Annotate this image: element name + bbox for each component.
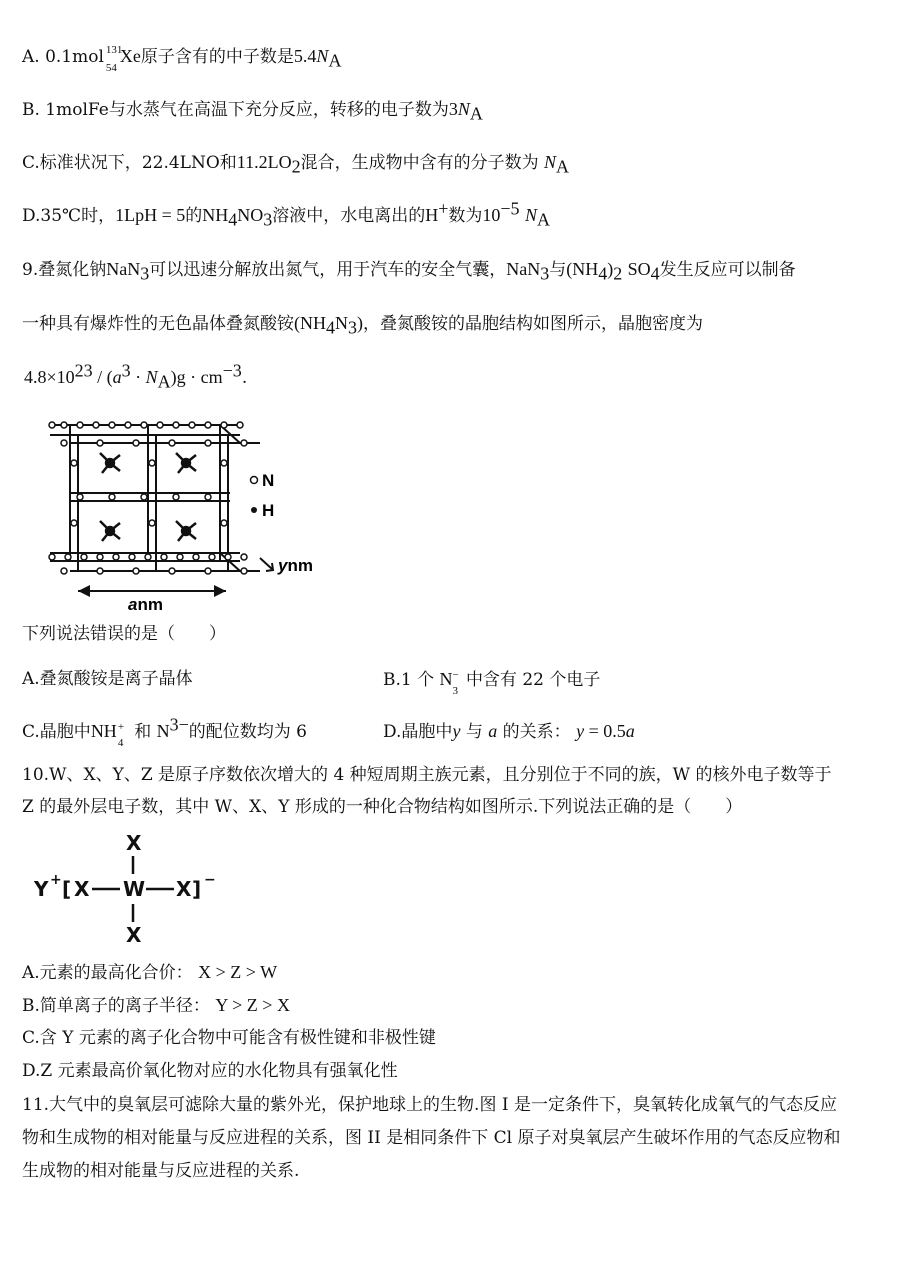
a-unit: nm [137,595,163,614]
q11-stem-line-1: 11.大气中的臭氧层可滤除大量的紫外光，保护地球上的生物.图 I 是一定条件下，臭氧转化成氧气的气态反应 [22,1095,837,1115]
q9-option-a: A.叠氮酸铵是离子晶体 [22,669,193,689]
struct-x-right: X [176,877,192,901]
q11-stem-line-2: 物和生成物的相对能量与反应进程的关系，图 II 是相同条件下 Cl 原子对臭氧层产生破坏作用的气态反应物和 [22,1128,841,1148]
compound-structure-figure [30,826,240,948]
q10-option-d: D.Z 元素最高价氧化物对应的水化物具有强氧化性 [22,1061,398,1081]
struct-x-left: X [74,877,90,901]
q10-option-c: C.含 Y 元素的离子化合物中可能含有极性键和非极性键 [22,1028,436,1048]
struct-x-top: X [126,831,142,855]
q8-option-d: D.35℃时，1LpH = 5的$NH_4NO_3$溶液中，水电离出的H+数为$10^{-5}$ $N_A$ [22,198,550,230]
struct-y: Y [34,877,49,901]
crystal-cell-figure [40,413,340,618]
legend-n: N [262,471,275,490]
struct-plus: + [50,872,62,888]
q9-option-b: B.1 个 N − 3 中含有 22 个电子 [383,668,601,697]
q9-density-formula: $4.8\times 10^{23} / (a^3 \cdot N_A)g \cdot cm^{-3}$. [24,360,248,392]
q9-option-c: C.晶胞中NH + 4 和 $N^{3-}$的配位数均为 6 [22,714,308,749]
q8-option-c: C.标准状况下，22.4LNO和$11.2LO_2$混合，生成物中含有的分子数为 $N_A$ [22,152,570,177]
q10-option-a: A.元素的最高化合价： X > Z > W [22,962,278,983]
q9-stem-line-2: 一种具有爆炸性的无色晶体叠氮酸铵$(NH_4N_3)$，叠氮酸铵的晶胞结构如图所示，晶胞密度为 [22,313,703,338]
struct-minus: − [204,872,216,888]
struct-left-bracket: [ [62,877,72,901]
q11-stem-line-3: 生成物的相对能量与反应进程的关系. [22,1161,300,1181]
y-unit: nm [287,556,313,575]
q10-stem-line-1: 10.W、X、Y、Z 是原子序数依次增大的 4 种短周期主族元素，且分别位于不同的族，W 的核外电子数等于 [22,765,832,785]
svg-text:anm [128,595,163,614]
struct-w: W [123,877,146,901]
q10-option-b: B.简单离子的离子半径： Y > Z > X [22,995,290,1016]
a-label: a [128,595,138,614]
q9-stem-line-1: 9.叠氮化钠NaN$_3$可以迅速分解放出氮气，用于汽车的安全气囊，NaN$_3$与$(NH_4)_2$ $SO_4$发生反应可以制备 [22,259,796,284]
svg-text:ynm [277,556,313,575]
legend-h: H [262,501,275,520]
q8-option-a: A. 0.1mol 131 54 Xe原子含有的中子数是$5.4N_A$ [22,44,342,74]
q9-question: 下列说法错误的是（ ） [22,624,226,644]
q8-option-b: B. 1molFe与水蒸气在高温下充分反应，转移的电子数为$3N_A$ [22,99,483,124]
struct-x-bottom: X [126,923,142,947]
struct-right-bracket: ] [192,877,202,901]
q9-option-d: D.晶胞中y 与 a 的关系： y = 0.5a [383,721,635,742]
y-label: y [278,556,288,575]
q10-stem-line-2: Z 的最外层电子数，其中 W、X、Y 形成的一种化合物结构如图所示.下列说法正确的是（ ） [22,797,743,817]
